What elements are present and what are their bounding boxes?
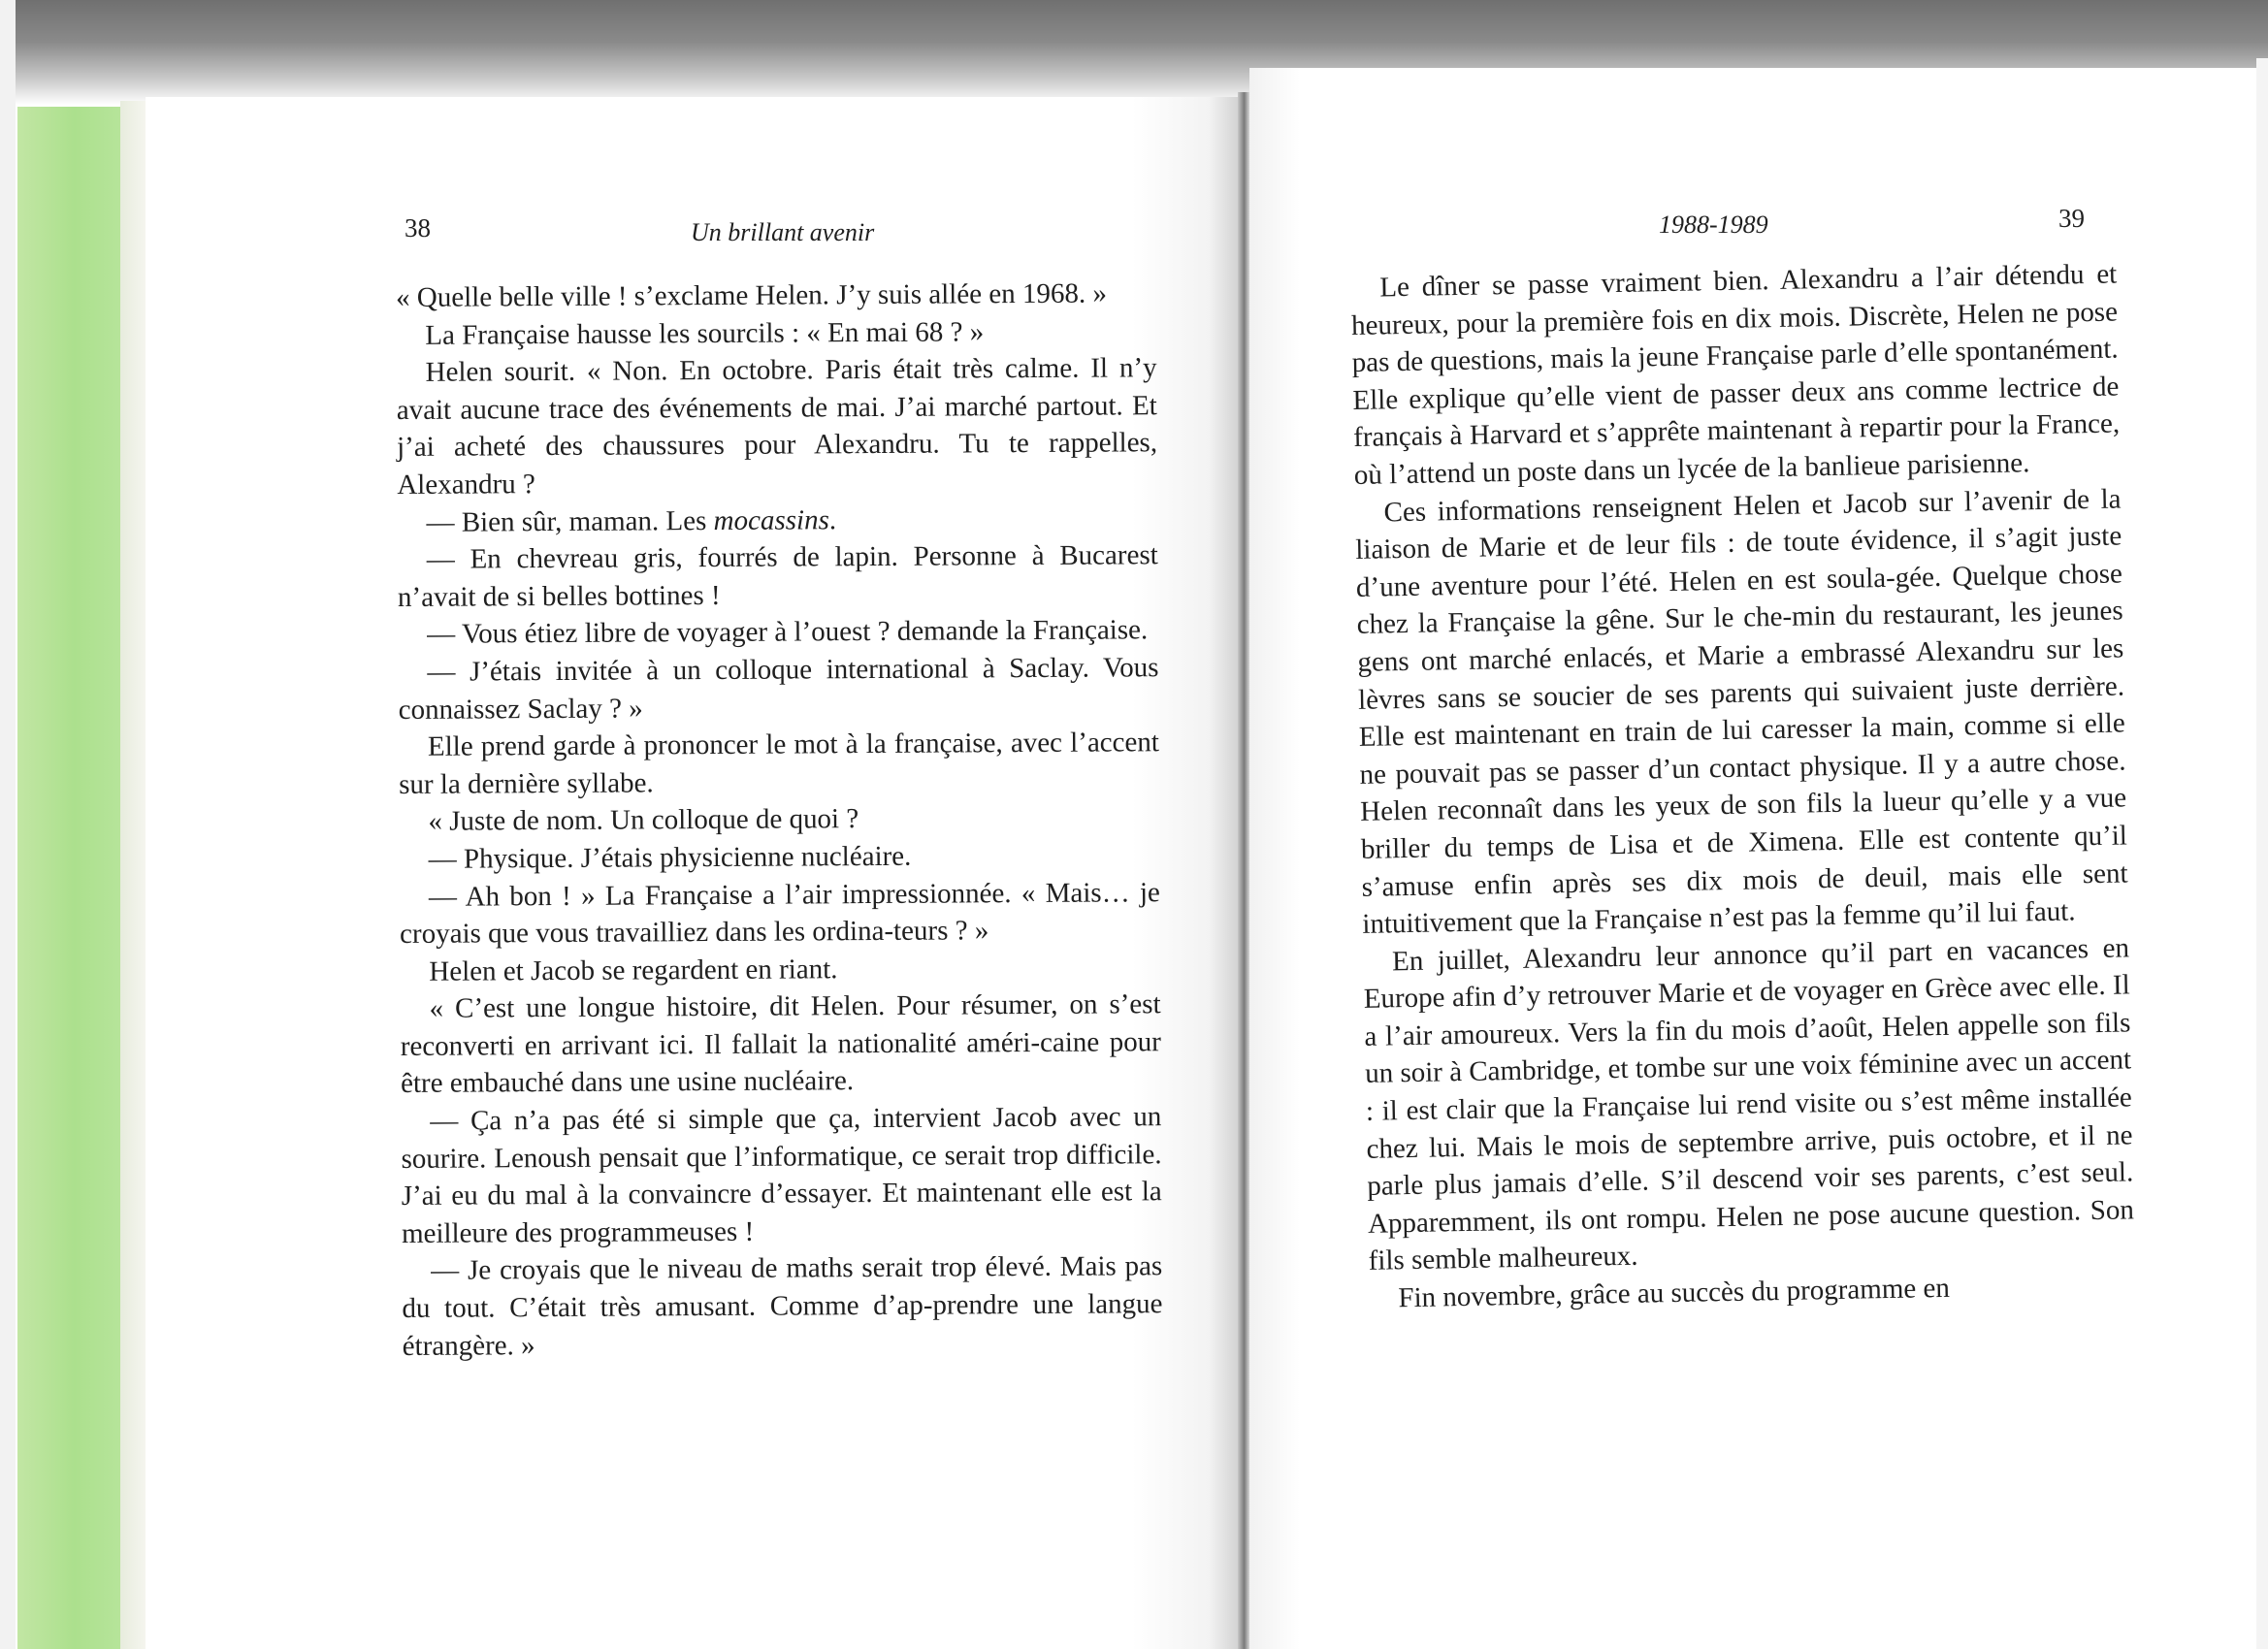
page-stack-edge: [120, 101, 147, 1649]
paragraph: « C’est une longue histoire, dit Helen. Pour résumer, on s’est reconverti en arrivant ici. Il fallait la nationalité améri-caine pour être embauché dans une usine nucléaire.: [400, 988, 1161, 1100]
text-run: .: [828, 503, 837, 535]
paragraph: — En chevreau gris, fourrés de lapin. Personne à Bucarest n’avait de si belles bottines !: [397, 539, 1158, 613]
paragraph: Fin novembre, grâce au succès du programme en: [1398, 1272, 1951, 1314]
left-page-text: [396, 275, 1163, 1365]
left-page-number: 38: [405, 213, 431, 242]
right-page-text: [1350, 256, 2136, 1318]
italic-text-run: mocassins: [713, 503, 829, 536]
paragraph: « Juste de nom. Un colloque de quoi ?: [428, 803, 859, 838]
paragraph: Elle prend garde à prononcer le mot à la française, avec l’accent sur la dernière syllabe.: [399, 727, 1160, 800]
paragraph: — J’étais invitée à un colloque international à Saclay. Vous connaissez Saclay ? »: [398, 652, 1159, 726]
paragraph: Helen sourit. « Non. En octobre. Paris était très calme. Il n’y avait aucune trace des événements de mai. J’ai marché partout. Et j’ai acheté des chaussures pour Alexandru. Tu te rappelles, Alexandru ?: [396, 352, 1158, 501]
paragraph: « Quelle belle ville ! s’exclame Helen. J’y suis allée en 1968. »: [396, 277, 1108, 313]
paragraph: Le dîner se passe vraiment bien. Alexandru a l’air détendu et heureux, pour la première fois en dix mois. Discrète, Helen ne pose pas de questions, mais la jeune Française parle d’elle spontanément. Elle explique qu’elle vient de passer deux ans comme lectrice de français à Harvard et s’apprête maintenant à repartir pour la France, où l’attend un poste dans un lycée de la banlieue parisienne.: [1350, 258, 2121, 491]
scan-left-edge: [0, 0, 16, 1649]
paragraph: — Ah bon ! » La Française a l’air impressionnée. « Mais… je croyais que vous travailliez dans les ordina-teurs ? »: [400, 876, 1160, 951]
paragraph: — Vous étiez libre de voyager à l’ouest ? demande la Française.: [427, 614, 1149, 651]
paragraph: Ces informations renseignent Helen et Jacob sur l’avenir de la liaison de Marie et de leur fils : de toute évidence, il s’agit juste d’une aventure pour l’été. Helen en est soula-gée. Quelque chose chez la Française la gêne. Sur le che-min du restaurant, les jeunes gens ont marché enlacés, et Marie a embrassé Alexandru sur les lèvres sans se soucier de ses parents qui suivaient juste derrière. Elle est maintenant en train de lui caresser la main, comme si elle ne pouvait pas se passer d’un contact physique. Il y a autre chose. Helen reconnaît dans les yeux de son fils la lueur qu’elle y a vue briller du temps de Lisa et de Ximena. Elle est contente qu’il s’amuse enfin après ses dix mois de deuil, mais elle sent intuitivement que la Française n’est pas la femme qu’il lui faut.: [1355, 483, 2128, 940]
paragraph: Helen et Jacob se regardent en riant.: [429, 953, 838, 987]
left-running-head: Un brillant avenir: [691, 218, 875, 246]
paragraph: En juillet, Alexandru leur annonce qu’il part en vacances en Europe afin d’y retrouver Marie et de voyager en Grèce avec elle. Il a l’air amoureux. Vers la fin du mois d’août, Helen appelle son fils un soir à Cambridge, et tombe sur une voix féminine avec un accent : il est clair que la Française lui rend visite ou s’est même installée chez lui. Mais le mois de septembre arrive, puis octobre, et il ne parle plus jamais d’elle. S’il descend voir ses parents, c’est seul. Apparemment, ils ont rompu. Helen ne pose aucune question. Son fils semble malheureux.: [1363, 932, 2135, 1277]
paragraph: [397, 500, 1157, 541]
paragraph: La Française hausse les sourcils : « En mai 68 ? »: [425, 315, 985, 351]
right-running-head: 1988-1989: [1659, 210, 1768, 239]
book-cover-edge: [17, 107, 120, 1649]
text-run: — Bien sûr, maman. Les: [426, 504, 714, 538]
scan-right-edge: [2256, 58, 2268, 1649]
right-page-number: 39: [2058, 204, 2085, 233]
book-gutter: [1238, 92, 1249, 1649]
paragraph: — Je croyais que le niveau de maths serait trop élevé. Mais pas du tout. C’était très amusant. Comme d’ap-prendre une langue étrangère. »: [402, 1250, 1163, 1362]
paragraph: — Physique. J’étais physicienne nucléaire.: [428, 840, 912, 875]
paragraph: — Ça n’a pas été si simple que ça, intervient Jacob avec un sourire. Lenoush pensait que l’informatique, ce serait trop difficile. J’ai eu du mal à la convaincre d’essayer. Et maintenant elle est la meilleure des programmeuses !: [401, 1101, 1162, 1249]
